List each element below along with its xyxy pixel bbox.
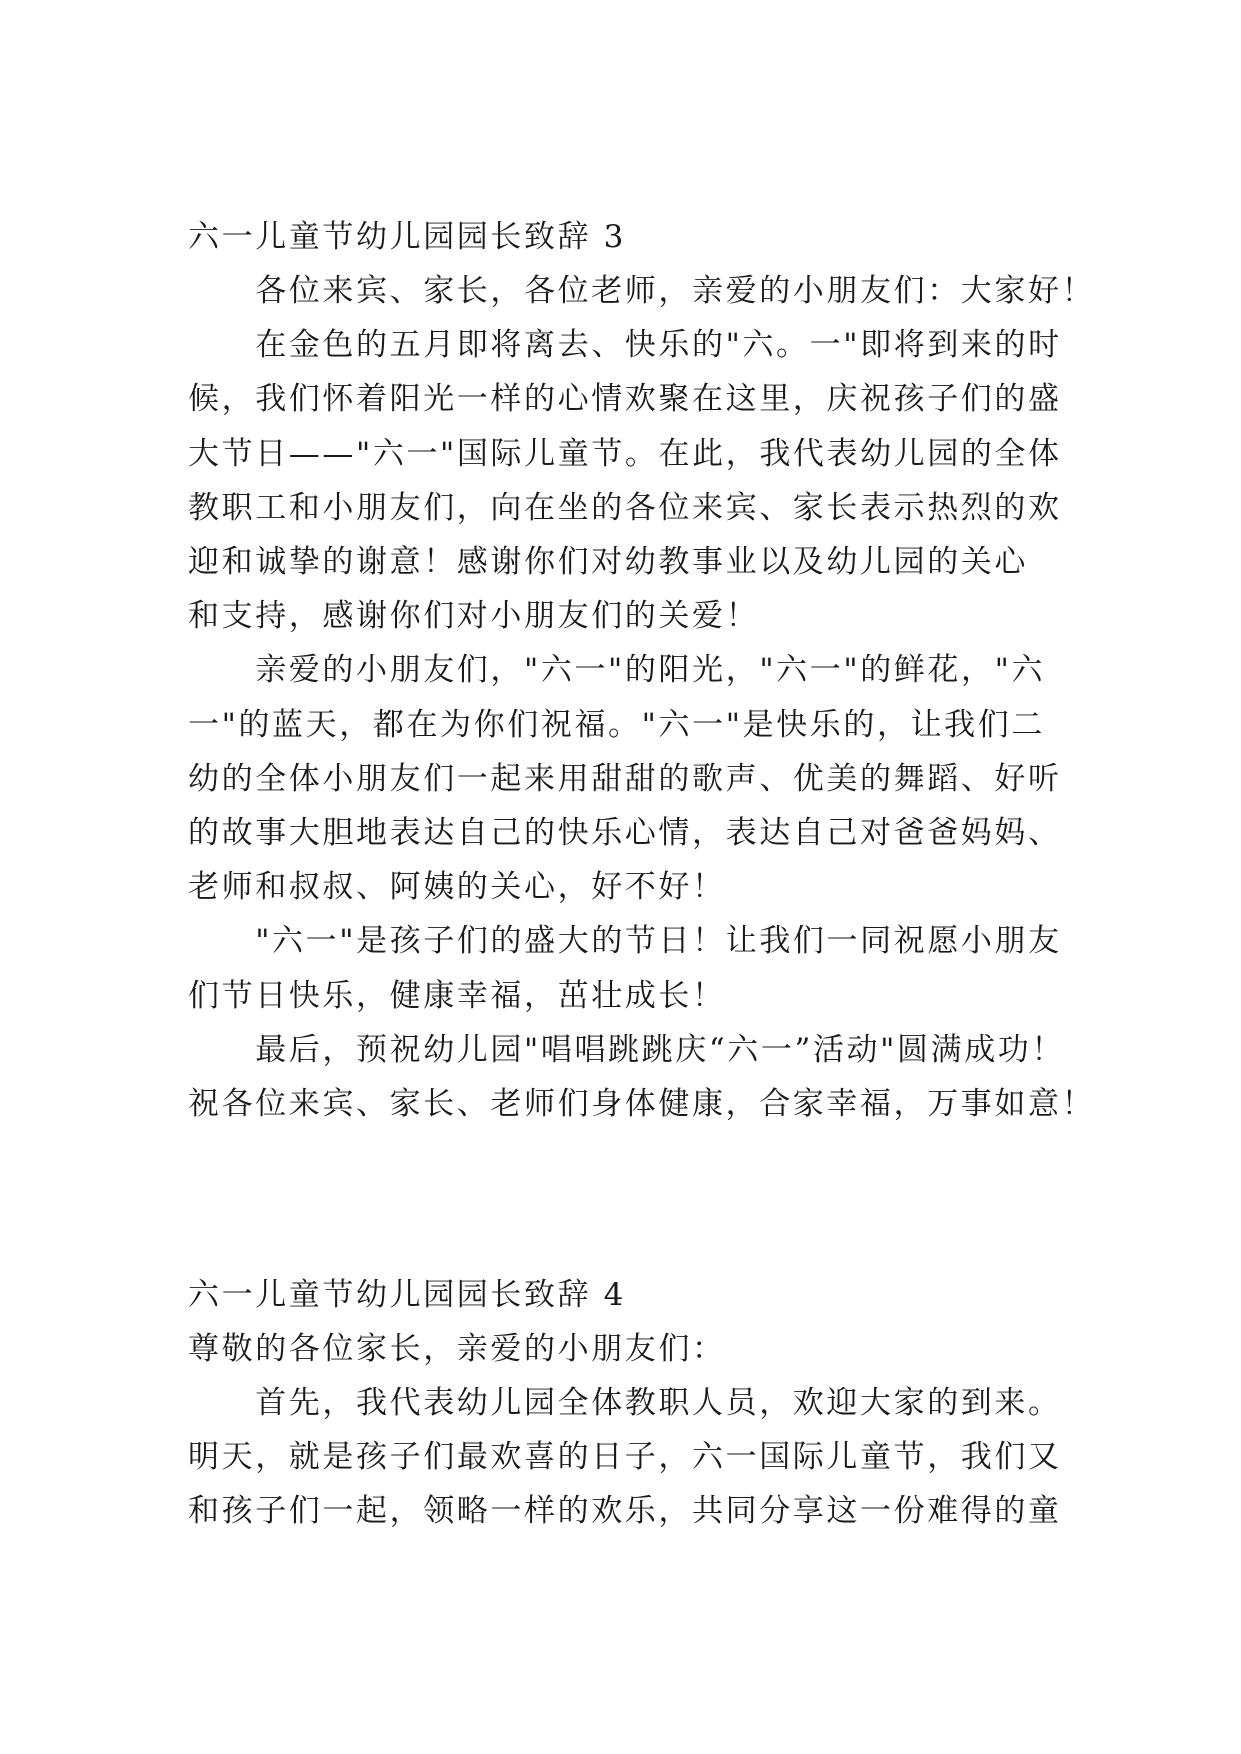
text-line: 首先，我代表幼儿园全体教职人员，欢迎大家的到来。 xyxy=(188,1385,1062,1421)
text-line: 和孩子们一起，领略一样的欢乐，共同分享这一份难得的童 xyxy=(188,1493,1062,1529)
text-line: 祝各位来宾、家长、老师们身体健康，合家幸福，万事如意！ xyxy=(188,1086,1096,1123)
text-line: 和支持，感谢你们对小朋友们的关爱！ xyxy=(188,598,760,635)
text-line: 最后，预祝幼儿园"唱唱跳跳庆“六一”活动"圆满成功！ xyxy=(188,1031,1066,1068)
text-line: 幼的全体小朋友们一起来用甜甜的歌声、优美的舞蹈、好听 xyxy=(188,760,1062,797)
speech-section-4 xyxy=(188,1268,1088,1538)
text-line: 明天，就是孩子们最欢喜的日子，六一国际儿童节，我们又 xyxy=(188,1439,1062,1475)
text-line: 老师和叔叔、阿姨的关心，好不好！ xyxy=(188,869,726,906)
section-title: 六一儿童节幼儿园园长致辞 3 xyxy=(188,219,626,255)
speech-section-3 xyxy=(188,210,1096,1131)
text-line: 教职工和小朋友们，向在坐的各位来宾、家长表示热烈的欢 xyxy=(188,489,1062,526)
text-line: 尊敬的各位家长，亲爱的小朋友们： xyxy=(188,1331,726,1367)
text-line: 的故事大胆地表达自己的快乐心情，表达自己对爸爸妈妈、 xyxy=(188,815,1062,852)
section-title: 六一儿童节幼儿园园长致辞 4 xyxy=(188,1277,626,1313)
text-line: 迎和诚挚的谢意！感谢你们对幼教事业以及幼儿园的关心 xyxy=(188,544,1028,581)
text-line: 在金色的五月即将离去、快乐的"六。一"即将到来的时 xyxy=(188,327,1062,364)
text-line: "六一"是孩子们的盛大的节日！让我们一同祝愿小朋友 xyxy=(188,923,1062,960)
text-line: 大节日——"六一"国际儿童节。在此，我代表幼儿园的全体 xyxy=(188,435,1062,472)
text-line: 各位来宾、家长，各位老师，亲爱的小朋友们：大家好！ xyxy=(188,273,1096,309)
text-line: 亲爱的小朋友们，"六一"的阳光，"六一"的鲜花，"六 xyxy=(188,652,1046,689)
text-line: 们节日快乐，健康幸福，茁壮成长！ xyxy=(188,977,726,1014)
text-line: 一"的蓝天，都在为你们祝福。"六一"是快乐的，让我们二 xyxy=(188,706,1045,743)
text-line: 候，我们怀着阳光一样的心情欢聚在这里，庆祝孩子们的盛 xyxy=(188,381,1062,418)
